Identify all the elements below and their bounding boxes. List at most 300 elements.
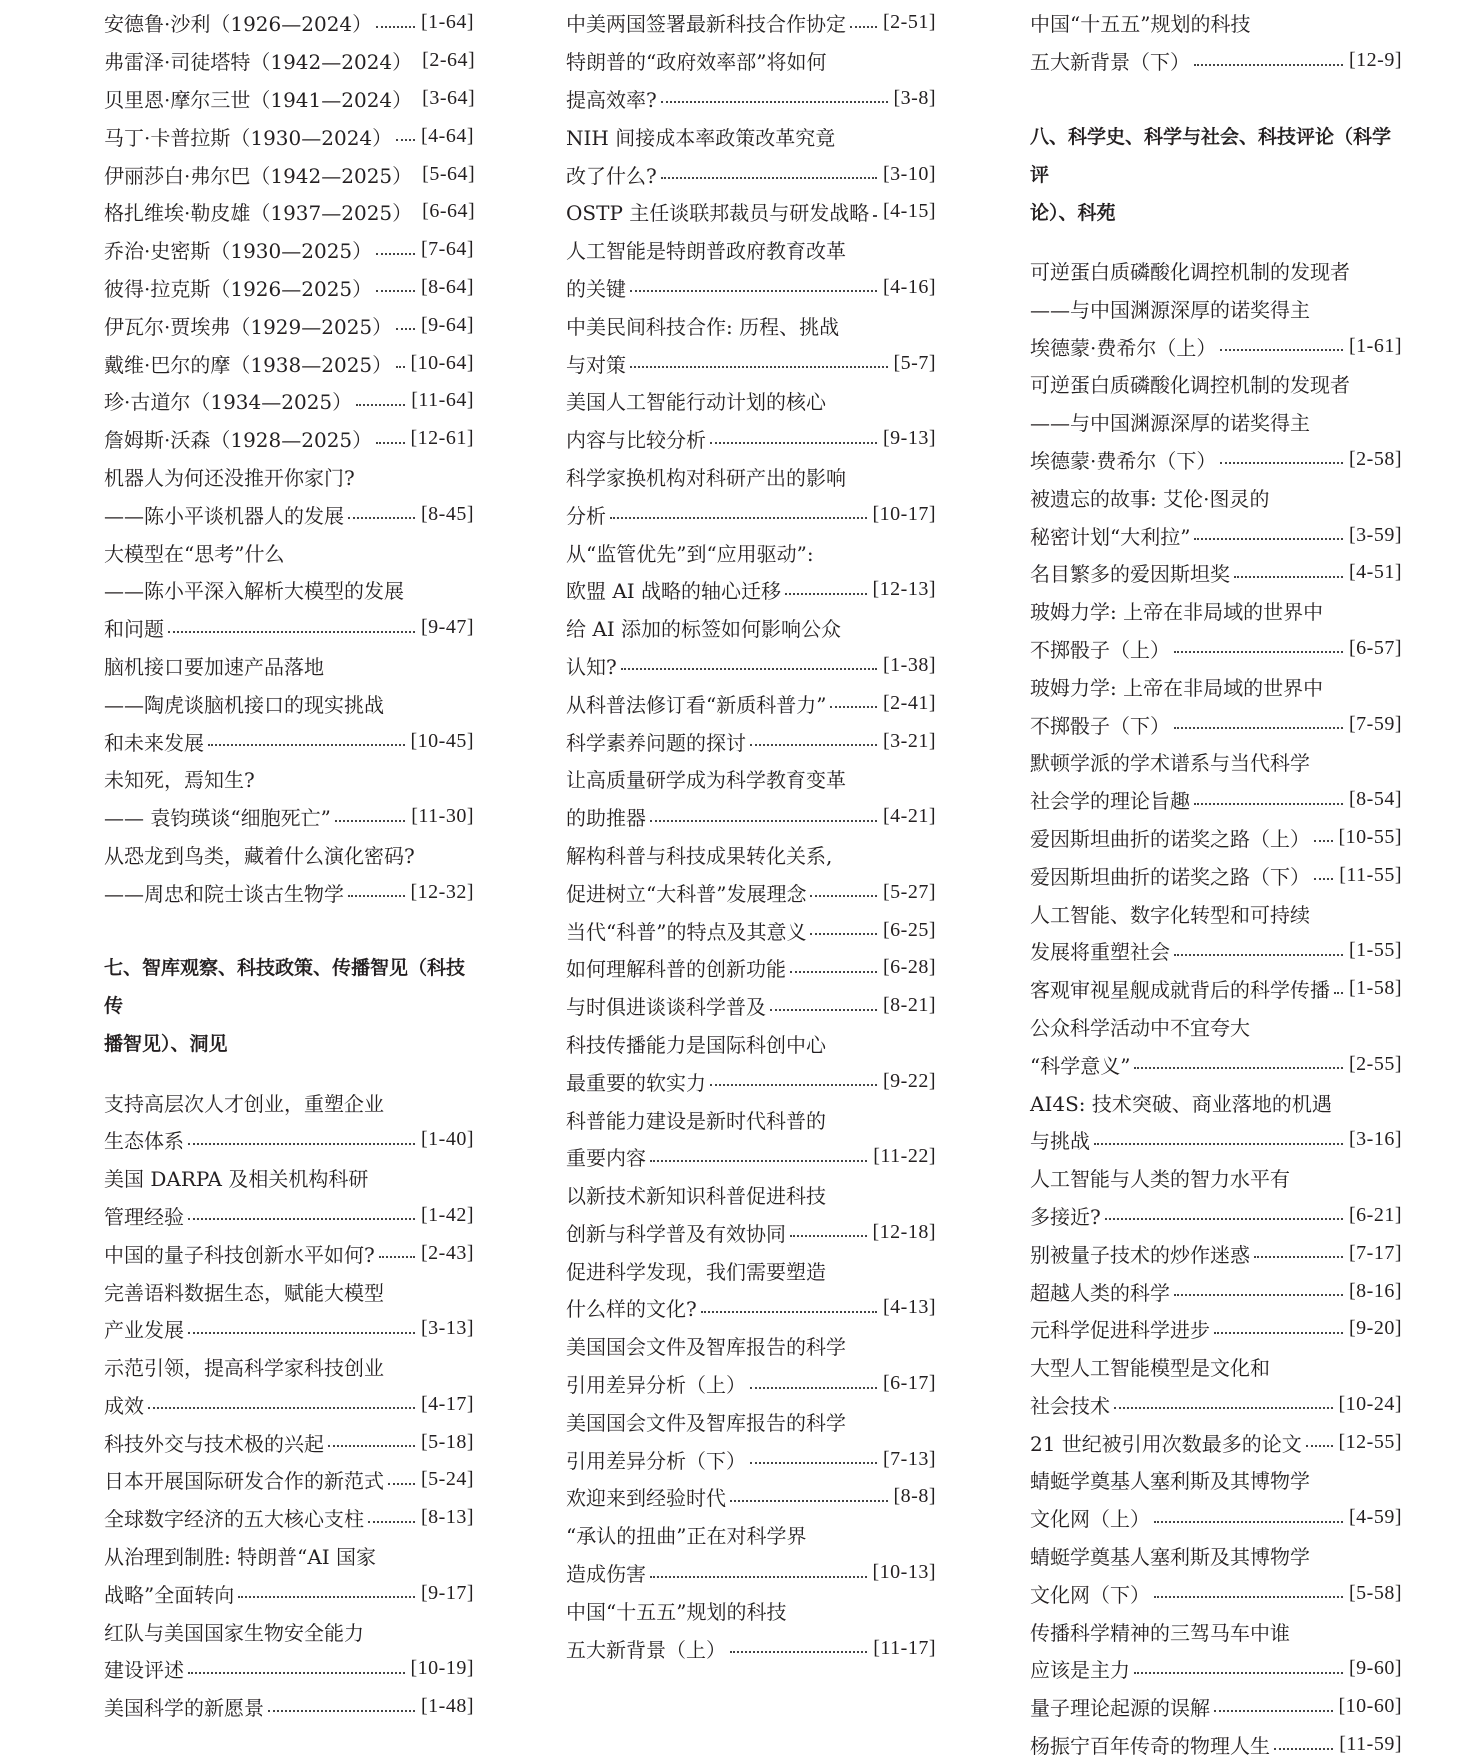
page-reference: [3-13] (421, 1317, 474, 1340)
dot-leader (1194, 64, 1343, 66)
index-entry-line (104, 306, 474, 344)
index-entry (566, 684, 936, 722)
page-reference: [10-45] (410, 729, 474, 752)
index-entry-line (566, 684, 936, 722)
entry-title: 美国 DARPA 及相关机构科研 (104, 1167, 369, 1192)
index-entry (1030, 478, 1402, 554)
entry-title: 文化网（下） (1030, 1582, 1150, 1607)
index-entry-line (1030, 252, 1402, 290)
index-entry-line (566, 760, 936, 798)
page-reference: [10-60] (1338, 1695, 1402, 1718)
index-entry-line (1030, 1197, 1402, 1235)
index-entry (566, 458, 936, 534)
index-entry-line (566, 1100, 936, 1138)
entry-title: 蜻蜓学奠基人塞利斯及其博物学 (1030, 1545, 1310, 1570)
page-reference: [1-42] (421, 1203, 474, 1226)
index-entry-line (1030, 1499, 1402, 1537)
entry-title: 詹姆斯·沃森（1928—2025） (104, 428, 373, 453)
index-column-1 (104, 4, 474, 1726)
dot-leader (379, 1256, 415, 1258)
page-reference: [2-51] (883, 11, 936, 34)
entry-title: 埃德蒙·费希尔（下） (1030, 448, 1217, 473)
entry-title: 最重要的软实力 (566, 1070, 706, 1095)
index-entry (104, 1423, 474, 1461)
entry-title: 量子理论起源的误解 (1030, 1696, 1210, 1721)
index-entry-line (566, 117, 936, 155)
entry-title: 红队与美国国家生物安全能力 (104, 1620, 364, 1645)
section-heading (1030, 98, 1402, 252)
page-reference: [10-17] (872, 502, 936, 525)
index-entry (1030, 1310, 1402, 1348)
index-entry-line (104, 420, 474, 458)
index-entry-line (1030, 1045, 1402, 1083)
dot-leader (1114, 1407, 1333, 1409)
entry-title: 科技外交与技术极的兴起 (104, 1431, 324, 1456)
index-entry (104, 1272, 474, 1348)
index-entry (1030, 1234, 1402, 1272)
index-entry-line (1030, 1008, 1402, 1046)
dot-leader (1214, 1332, 1343, 1334)
index-entry-line (104, 495, 474, 533)
page-reference: [1-58] (1349, 977, 1402, 1000)
page-reference: [8-16] (1349, 1279, 1402, 1302)
entry-title: 从“监管优先”到“应用驱动”: (566, 541, 814, 566)
page-reference: [2-43] (421, 1241, 474, 1264)
entry-title: ——陶虎谈脑机接口的现实挑战 (104, 692, 384, 717)
entry-title: 以新技术新知识科普促进科技 (566, 1184, 826, 1209)
entry-title: 如何理解科普的创新功能 (566, 957, 786, 982)
index-entry-line (1030, 630, 1402, 668)
index-entry-line (566, 231, 936, 269)
dot-leader (1274, 1748, 1333, 1750)
dot-leader (790, 971, 877, 973)
index-entry-line (566, 42, 936, 80)
entry-title: 与挑战 (1030, 1129, 1090, 1154)
index-entry-line (566, 1516, 936, 1554)
index-entry-line (104, 269, 474, 307)
entry-title: 中美民间科技合作: 历程、挑战 (566, 314, 840, 339)
index-entry (566, 117, 936, 193)
entry-title: 被遗忘的故事: 艾伦·图灵的 (1030, 486, 1270, 511)
entry-title: 从治理到制胜: 特朗普“AI 国家 (104, 1545, 377, 1570)
index-entry-line (1030, 932, 1402, 970)
index-entry-line (566, 1138, 936, 1176)
index-entry-line (1030, 1574, 1402, 1612)
index-entry (1030, 365, 1402, 478)
index-entry-line (566, 4, 936, 42)
entry-title: 彼得·拉克斯（1926—2025） (104, 276, 373, 301)
entry-title: 客观审视星舰成就背后的科学传播 (1030, 978, 1330, 1003)
index-entry (1030, 819, 1402, 857)
page-reference: [6-21] (1349, 1203, 1402, 1226)
page-reference: [4-17] (421, 1392, 474, 1415)
index-entry (566, 1478, 936, 1516)
index-entry (1030, 970, 1402, 1008)
index-entry-line (104, 382, 474, 420)
index-entry-line (566, 609, 936, 647)
index-entry-line (566, 1289, 936, 1327)
dot-leader (208, 744, 405, 746)
page-reference: [9-64] (421, 313, 474, 336)
index-entry-line (104, 80, 474, 118)
dot-leader (650, 1160, 867, 1162)
index-entry (104, 4, 474, 42)
index-entry (566, 1327, 936, 1403)
index-entry (566, 231, 936, 307)
page-reference: [3-64] (422, 86, 476, 109)
page-reference: [12-13] (872, 578, 936, 601)
page-reference: [1-55] (1349, 939, 1402, 962)
entry-title: NIH 间接成本率政策改革究竟 (566, 125, 836, 150)
page-reference: [5-18] (421, 1430, 474, 1453)
page-reference: [2-58] (1349, 447, 1402, 470)
page-reference: [4-51] (1349, 561, 1402, 584)
entry-title: 不掷骰子（下） (1030, 713, 1170, 738)
index-entry (104, 42, 474, 80)
entry-title: 战略”全面转向 (104, 1582, 235, 1607)
index-entry-line (566, 1554, 936, 1592)
entry-title: 从恐龙到鸟类，藏着什么演化密码? (104, 843, 415, 868)
entry-title: 中国“十五五”规划的科技 (1030, 12, 1251, 37)
entry-title: 21 世纪被引用次数最多的论文 (1030, 1431, 1302, 1456)
dot-leader (810, 933, 877, 935)
index-column-3 (1030, 4, 1402, 1763)
page-reference: [4-15] (883, 200, 936, 223)
entry-title: ——与中国渊源深厚的诺奖得主 (1030, 297, 1310, 322)
index-entry (566, 382, 936, 458)
entry-title: 伊瓦尔·贾埃弗（1929—2025） (104, 314, 393, 339)
index-entry-line (104, 760, 474, 798)
dot-leader (1174, 651, 1343, 653)
index-entry (566, 1025, 936, 1101)
section-gap (1030, 80, 1402, 98)
page-reference: [3-16] (1349, 1128, 1402, 1151)
index-entry-line (566, 1327, 936, 1365)
dot-leader (873, 215, 877, 217)
page-reference: [10-64] (410, 351, 474, 374)
entry-title: 马丁·卡普拉斯（1930—2024） (104, 125, 393, 150)
index-entry (1030, 1726, 1402, 1763)
index-entry (1030, 252, 1402, 365)
index-entry-line (1030, 289, 1402, 327)
index-entry-line (566, 1062, 936, 1100)
index-entry-line (566, 155, 936, 193)
index-entry-line (566, 1365, 936, 1403)
index-entry (566, 760, 936, 836)
dot-leader (238, 1596, 415, 1598)
entry-title: 社会技术 (1030, 1393, 1110, 1418)
index-entry-line (566, 911, 936, 949)
section-heading-line: 播智见）、洞见 (104, 1033, 228, 1056)
index-entry-line (1030, 592, 1402, 630)
page-reference: [4-64] (421, 124, 474, 147)
page-reference: [8-21] (883, 994, 936, 1017)
entry-title: 人工智能与人类的智力水平有 (1030, 1167, 1290, 1192)
page-reference: [7-59] (1349, 712, 1402, 735)
dot-leader (750, 1462, 877, 1464)
page-reference: [9-20] (1349, 1317, 1402, 1340)
entry-title: 名目繁多的爱因斯坦奖 (1030, 562, 1230, 587)
index-entry (104, 1083, 474, 1159)
dot-leader (376, 253, 415, 255)
entry-title: ——周忠和院士谈古生物学 (104, 881, 344, 906)
index-entry (104, 1537, 474, 1613)
entry-title: ——与中国渊源深厚的诺奖得主 (1030, 411, 1310, 436)
entry-title: 中国的量子科技创新水平如何? (104, 1242, 375, 1267)
index-entry (1030, 554, 1402, 592)
index-entry (566, 1251, 936, 1327)
dot-leader (1174, 727, 1343, 729)
index-entry (104, 1348, 474, 1424)
index-entry (1030, 743, 1402, 819)
page-reference: [8-8] (893, 1485, 936, 1508)
dot-leader (188, 1218, 415, 1220)
entry-title: 全球数字经济的五大核心支柱 (104, 1507, 364, 1532)
dot-leader (710, 442, 877, 444)
dot-leader (1154, 1521, 1343, 1523)
index-entry (1030, 1159, 1402, 1235)
entry-title: 和问题 (104, 617, 164, 642)
dot-leader (396, 366, 404, 368)
dot-leader (650, 1576, 867, 1578)
entry-title: 默顿学派的学术谱系与当代科学 (1030, 751, 1310, 776)
entry-title: 特朗普的“政府效率部”将如何 (566, 50, 827, 75)
index-entry-line (1030, 856, 1402, 894)
index-entry-line (566, 344, 936, 382)
dot-leader (348, 517, 415, 519)
entry-title: 美国科学的新愿景 (104, 1696, 264, 1721)
page-reference: [6-64] (422, 200, 476, 223)
dot-leader (1314, 840, 1333, 842)
entry-title: 管理经验 (104, 1204, 184, 1229)
index-entry (104, 760, 474, 836)
index-entry-line (1030, 1083, 1402, 1121)
index-entry-line (566, 571, 936, 609)
index-entry-line (104, 458, 474, 496)
index-entry-line (104, 684, 474, 722)
index-entry (1030, 1461, 1402, 1537)
dot-leader (376, 442, 404, 444)
page-reference: [10-13] (872, 1561, 936, 1584)
entry-title: 分析 (566, 503, 606, 528)
index-entry-line (1030, 403, 1402, 441)
index-entry-line (104, 1499, 474, 1537)
dot-leader (610, 517, 867, 519)
entry-title: 人工智能、数字化转型和可持续 (1030, 902, 1310, 927)
page-reference: [3-21] (883, 729, 936, 752)
entry-title: 改了什么? (566, 163, 657, 188)
index-entry (104, 117, 474, 155)
index-entry-line (104, 231, 474, 269)
page-reference: [11-59] (1339, 1733, 1402, 1756)
page-reference: [12-61] (410, 427, 474, 450)
index-entry-line (104, 1650, 474, 1688)
entry-title: 认知? (566, 654, 617, 679)
entry-title: 产业发展 (104, 1318, 184, 1343)
entry-title: 科技传播能力是国际科创中心 (566, 1032, 826, 1057)
index-entry (1030, 1537, 1402, 1613)
entry-title: 公众科学活动中不宜夸大 (1030, 1015, 1250, 1040)
index-entry-line (104, 1423, 474, 1461)
dot-leader (1214, 1710, 1333, 1712)
page-reference: [2-64] (422, 49, 476, 72)
page-reference: [3-10] (883, 162, 936, 185)
index-column-2 (566, 4, 936, 1667)
page-reference: [9-22] (883, 1069, 936, 1092)
index-entry (1030, 4, 1402, 80)
index-entry (104, 458, 474, 534)
dot-leader (750, 744, 877, 746)
index-entry-line (104, 836, 474, 874)
entry-title: 造成伤害 (566, 1562, 646, 1587)
entry-title: 美国国会文件及智库报告的科学 (566, 1410, 846, 1435)
index-entry-line (104, 1234, 474, 1272)
dot-leader (1174, 954, 1343, 956)
index-entry-line (104, 155, 474, 193)
entry-title: 社会学的理论旨趣 (1030, 789, 1190, 814)
entry-title: 元科学促进科学进步 (1030, 1318, 1210, 1343)
dot-leader (1314, 878, 1333, 880)
index-entry (1030, 856, 1402, 894)
index-entry (104, 344, 474, 382)
dot-leader (348, 895, 405, 897)
dot-leader (710, 1084, 877, 1086)
index-entry-line (1030, 1272, 1402, 1310)
index-entry-line (1030, 4, 1402, 42)
index-entry-line (104, 1386, 474, 1424)
page-reference: [9-60] (1349, 1657, 1402, 1680)
dot-leader (1234, 576, 1343, 578)
dot-leader (621, 668, 877, 670)
index-entry-line (104, 42, 474, 80)
entry-title: 科学家换机构对科研产出的影响 (566, 465, 846, 490)
entry-title: “科学意义” (1030, 1053, 1131, 1078)
entry-title: 的关键 (566, 276, 626, 301)
entry-title: 格扎维埃·勒皮雄（1937—2025） (104, 201, 413, 226)
dot-leader (790, 1235, 867, 1237)
entry-title: 爱因斯坦曲折的诺奖之路（上） (1030, 826, 1310, 851)
index-entry-line (1030, 894, 1402, 932)
dot-leader (770, 1009, 877, 1011)
index-entry (104, 1688, 474, 1726)
index-entry-line (566, 836, 936, 874)
dot-leader (1334, 992, 1343, 994)
index-entry (566, 306, 936, 382)
page-reference: [1-61] (1349, 334, 1402, 357)
index-entry-line (1030, 743, 1402, 781)
entry-title: 安德鲁·沙利（1926—2024） (104, 12, 373, 37)
index-entry-line (104, 1461, 474, 1499)
entry-title: 让高质量研学成为科学教育变革 (566, 768, 846, 793)
index-entry-line (1030, 327, 1402, 365)
index-entry (1030, 894, 1402, 970)
entry-title: 示范引领，提高科学家科技创业 (104, 1356, 384, 1381)
page-reference: [3-8] (893, 86, 936, 109)
index-entry (1030, 1348, 1402, 1424)
index-entry (1030, 592, 1402, 668)
index-entry-line (104, 1083, 474, 1121)
page-reference: [5-24] (421, 1468, 474, 1491)
index-entry-line (104, 1537, 474, 1575)
index-entry (566, 1100, 936, 1176)
dot-leader (1094, 1143, 1343, 1145)
index-entry-line (1030, 781, 1402, 819)
index-entry-line (1030, 667, 1402, 705)
index-entry-line (104, 873, 474, 911)
index-entry-line (566, 1591, 936, 1629)
dot-leader (850, 26, 877, 28)
entry-title: 中国“十五五”规划的科技 (566, 1599, 787, 1624)
index-entry-line (566, 987, 936, 1025)
entry-title: 引用差异分析（上） (566, 1373, 746, 1398)
index-entry (104, 533, 474, 646)
page-reference: [6-17] (883, 1372, 936, 1395)
index-entry-line (566, 495, 936, 533)
index-entry-line (566, 1025, 936, 1063)
page-reference: [8-64] (421, 275, 474, 298)
page-reference: [2-41] (883, 691, 936, 714)
index-entry-line (566, 949, 936, 987)
page-reference: [10-24] (1338, 1392, 1402, 1415)
index-entry (566, 1176, 936, 1252)
index-entry-line (104, 722, 474, 760)
dot-leader (335, 820, 405, 822)
index-entry-line (1030, 1121, 1402, 1159)
index-entry-line (1030, 554, 1402, 592)
index-entry-line (566, 873, 936, 911)
page-reference: [8-13] (421, 1506, 474, 1529)
entry-title: 内容与比较分析 (566, 428, 706, 453)
index-entry (566, 949, 936, 987)
index-entry (104, 382, 474, 420)
entry-title: 大模型在“思考”什么 (104, 541, 285, 566)
index-entry-line (566, 80, 936, 118)
dot-leader (730, 1500, 888, 1502)
entry-title: OSTP 主任谈联邦裁员与研发战略 (566, 201, 870, 226)
entry-title: ——陈小平深入解析大模型的发展 (104, 579, 404, 604)
page-reference: [1-48] (421, 1695, 474, 1718)
entry-title: 蜻蜓学奠基人塞利斯及其博物学 (1030, 1469, 1310, 1494)
entry-title: 建设评述 (104, 1658, 184, 1683)
index-entry (566, 609, 936, 685)
index-entry-line (1030, 970, 1402, 1008)
index-entry (1030, 1272, 1402, 1310)
index-entry-line (1030, 1423, 1402, 1461)
entry-title: 别被量子技术的炒作迷惑 (1030, 1242, 1250, 1267)
dot-leader (1154, 1596, 1343, 1598)
section-heading (104, 929, 474, 1083)
dot-leader (376, 290, 415, 292)
dot-leader (650, 820, 877, 822)
page-reference: [5-58] (1349, 1581, 1402, 1604)
entry-title: 欢迎来到经验时代 (566, 1486, 726, 1511)
index-entry-line (1030, 1234, 1402, 1272)
entry-title: 杨振宁百年传奇的物理人生 (1030, 1734, 1270, 1759)
page-reference: [7-13] (883, 1447, 936, 1470)
index-entry (104, 420, 474, 458)
entry-title: 传播科学精神的三驾马车中谁 (1030, 1620, 1290, 1645)
entry-title: 美国国会文件及智库报告的科学 (566, 1335, 846, 1360)
page-reference: [1-40] (421, 1128, 474, 1151)
dot-leader (1306, 1445, 1333, 1447)
index-entry (104, 1159, 474, 1235)
entry-title: 促进科学发现，我们需要塑造 (566, 1259, 826, 1284)
index-entry (104, 1234, 474, 1272)
page-reference: [2-55] (1349, 1052, 1402, 1075)
index-entry-line (104, 609, 474, 647)
page-reference: [8-54] (1349, 788, 1402, 811)
index-entry-line (1030, 1537, 1402, 1575)
